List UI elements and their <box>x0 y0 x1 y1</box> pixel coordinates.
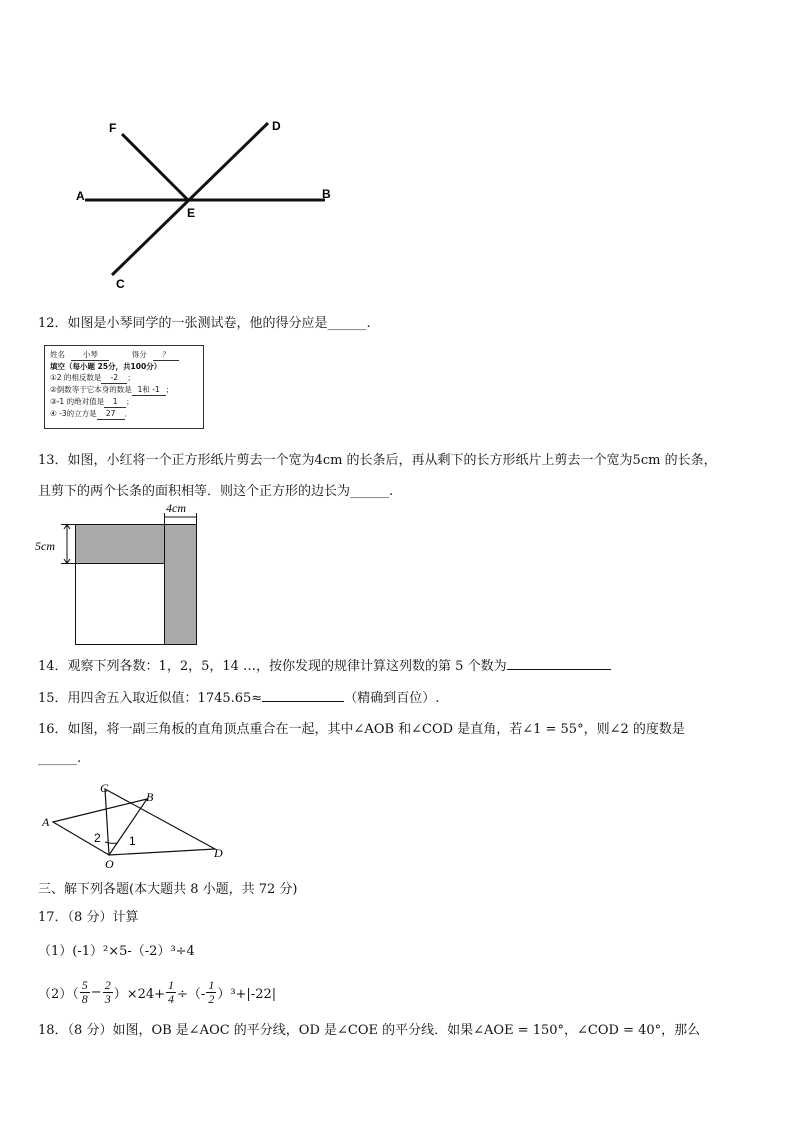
strip-5cm <box>76 525 165 564</box>
section-3-heading: 三、解下列各题(本大题共 8 小题，共 72 分) <box>38 882 298 897</box>
score-value: ？ <box>153 349 179 361</box>
fraction: $\frac{1}{2}$ <box>208 977 215 1006</box>
answer-blank[interactable] <box>507 657 611 670</box>
label-e: E <box>187 206 196 220</box>
exam-card-item: ②倒数等于它本身的数是 1和 -1 ； <box>50 385 174 394</box>
line-fe <box>122 134 188 200</box>
label-b: B <box>146 790 154 804</box>
exam-card-item: ①2 的相反数是 -2 ； <box>50 373 135 382</box>
strip-4cm <box>165 525 197 645</box>
label-5cm: 5cm <box>35 539 55 553</box>
question-13-line2: 且剪下的两个长条的面积相等．则这个正方形的边长为______. <box>38 484 394 499</box>
exam-card-image <box>44 345 204 429</box>
question-17-part2: （2）（ $\frac{5}{8}$ − $\frac{2}{3}$ ）×24+ $\frac{1}{4}$ ÷（- $\frac{1}{2}$ ）³+|-22| <box>38 977 277 1006</box>
fraction: $\frac{2}{3}$ <box>104 977 111 1006</box>
exam-card-heading: 填空（每小题 25分，共100分） <box>50 362 162 371</box>
label-f: F <box>109 121 117 135</box>
answer-blank[interactable] <box>262 689 344 702</box>
label-c: C <box>100 781 109 795</box>
score-label: 得分 <box>131 350 147 359</box>
question-14: 14．观察下列各数：1，2，5，14 …，按你发现的规律计算这列数的第 5 个数为 <box>38 655 611 674</box>
label-c: C <box>116 277 125 291</box>
label-d: D <box>214 846 223 860</box>
exam-card-header <box>50 349 198 361</box>
square-strips-figure <box>30 498 220 653</box>
question-18: 18．（8 分）如图，OB 是∠AOC 的平分线，OD 是∠COE 的平分线．如果∠AOE = 150°，∠COD = 40°，那么 <box>38 1023 701 1038</box>
question-17-part1: （1）(-1）²×5-（-2）³÷4 <box>38 944 195 959</box>
answer-value: 1 <box>104 396 126 408</box>
label-a: A <box>42 815 50 829</box>
name-value: 小琴 <box>71 349 109 361</box>
question-16-line2: ______. <box>38 751 82 766</box>
intersecting-lines-figure <box>60 110 350 300</box>
exam-card-item: ④ -3的立方是 27 ． <box>50 409 133 418</box>
label-d: D <box>272 119 281 133</box>
answer-value: 1和 -1 <box>132 384 166 396</box>
fraction: $\frac{1}{4}$ <box>168 977 175 1006</box>
fraction: $\frac{5}{8}$ <box>81 977 88 1006</box>
label-angle-2: 2 <box>94 831 101 845</box>
label-4cm: 4cm <box>166 501 186 515</box>
answer-value: -2 <box>101 372 127 384</box>
angle-arc <box>105 842 117 843</box>
label-b: B <box>322 187 331 201</box>
label-o: O <box>105 857 114 870</box>
name-label: 姓名 <box>50 350 65 359</box>
label-a: A <box>76 189 85 203</box>
answer-value: 27 <box>97 408 125 420</box>
exam-card-item: ③-1 的绝对值是 1 ； <box>50 397 134 406</box>
label-angle-1: 1 <box>129 834 136 848</box>
question-15: 15．用四舍五入取近似值：1745.65≈ （精确到百位）. <box>38 691 440 706</box>
set-square-figure <box>38 780 238 870</box>
question-13-line1: 13．如图，小红将一个正方形纸片剪去一个宽为4cm 的长条后，再从剩下的长方形纸片上剪去一个宽为5cm 的长条， <box>38 453 717 468</box>
question-16-line1: 16．如图，将一副三角板的直角顶点重合在一起，其中∠AOB 和∠COD 是直角，若∠1 = 55°，则∠2 的度数是 <box>38 722 685 737</box>
question-17-title: 17．（8 分）计算 <box>38 910 139 925</box>
triangle-cod <box>105 789 215 855</box>
question-12: 12．如图是小琴同学的一张测试卷，他的得分应是______. <box>38 316 371 331</box>
